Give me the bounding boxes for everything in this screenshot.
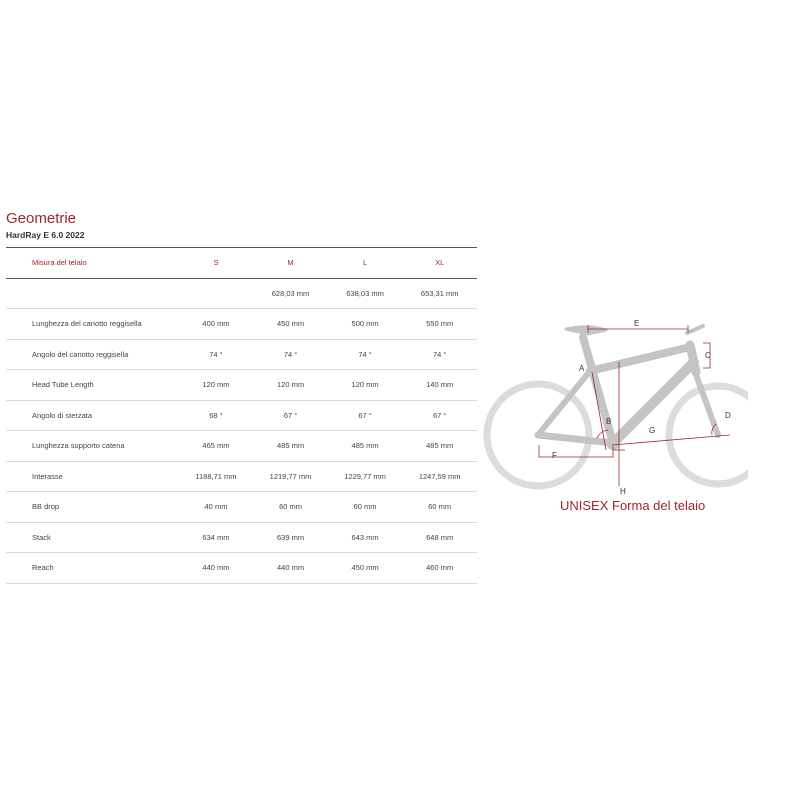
- cell: [179, 278, 254, 309]
- cell: 485 mm: [253, 431, 328, 462]
- label-a: A: [579, 364, 585, 373]
- table-row: [6, 309, 477, 340]
- geometry-table: [6, 247, 477, 584]
- cell: 140 mm: [402, 370, 477, 401]
- cell: 120 mm: [253, 370, 328, 401]
- cell: 643 mm: [328, 522, 403, 553]
- label-h: H: [620, 487, 626, 496]
- cell: 628,03 mm: [253, 278, 328, 309]
- table-row: [6, 522, 477, 553]
- row-label: Reach: [6, 553, 179, 584]
- row-label: Lunghezza del canotto reggisella: [6, 309, 179, 340]
- row-label: Angolo del canotto reggisella: [6, 339, 179, 370]
- cell: 1188,71 mm: [179, 461, 254, 492]
- header-size-m: M: [253, 248, 328, 279]
- cell: 74 °: [328, 339, 403, 370]
- header-size-s: S: [179, 248, 254, 279]
- cell: 60 mm: [328, 492, 403, 523]
- cell: 67 °: [328, 400, 403, 431]
- table-row: [6, 553, 477, 584]
- cell: 634 mm: [179, 522, 254, 553]
- cell: 74 °: [253, 339, 328, 370]
- label-g: G: [649, 426, 656, 435]
- cell: 500 mm: [328, 309, 403, 340]
- cell: 638,03 mm: [328, 278, 403, 309]
- table-row: [6, 400, 477, 431]
- table-row: [6, 370, 477, 401]
- cell: 67 °: [253, 400, 328, 431]
- cell: 485 mm: [402, 431, 477, 462]
- table-row: [6, 431, 477, 462]
- row-label: Head Tube Length: [6, 370, 179, 401]
- table-row: [6, 461, 477, 492]
- cell: 485 mm: [328, 431, 403, 462]
- label-f: F: [552, 451, 557, 460]
- row-label: Stack: [6, 522, 179, 553]
- cell: 1219,77 mm: [253, 461, 328, 492]
- cell: 60 mm: [253, 492, 328, 523]
- cell: 120 mm: [328, 370, 403, 401]
- table-row: [6, 278, 477, 309]
- cell: 450 mm: [253, 309, 328, 340]
- cell: 67 °: [402, 400, 477, 431]
- page-title: Geometrie: [6, 210, 77, 227]
- cell: 74 °: [402, 339, 477, 370]
- table-row: [6, 492, 477, 523]
- cell: 440 mm: [179, 553, 254, 584]
- cell: 1247,59 mm: [402, 461, 477, 492]
- row-label: Lunghezza supporto catena: [6, 431, 179, 462]
- label-b: B: [606, 417, 612, 426]
- header-size-xl: XL: [402, 248, 477, 279]
- row-label: Interasse: [6, 461, 179, 492]
- frame-caption: UNISEX Forma del telaio: [560, 498, 706, 513]
- geometry-lines: [539, 325, 730, 486]
- cell: 653,31 mm: [402, 278, 477, 309]
- cell: 120 mm: [179, 370, 254, 401]
- label-e: E: [634, 319, 640, 328]
- cell: 639 mm: [253, 522, 328, 553]
- cell: 60 mm: [402, 492, 477, 523]
- table-header-row: [6, 248, 477, 279]
- row-label: Angolo di sterzata: [6, 400, 179, 431]
- table-row: [6, 339, 477, 370]
- cell: 440 mm: [253, 553, 328, 584]
- cell: 465 mm: [179, 431, 254, 462]
- cell: 400 mm: [179, 309, 254, 340]
- model-subtitle: HardRay E 6.0 2022: [6, 230, 85, 240]
- cell: 68 °: [179, 400, 254, 431]
- header-frame-size: Misura del telaio: [6, 248, 179, 279]
- row-label: BB drop: [6, 492, 179, 523]
- header-size-l: L: [328, 248, 403, 279]
- cell: 648 mm: [402, 522, 477, 553]
- cell: 40 mm: [179, 492, 254, 523]
- cell: 450 mm: [328, 553, 403, 584]
- cell: 1229,77 mm: [328, 461, 403, 492]
- cell: 74 °: [179, 339, 254, 370]
- cell: 460 mm: [402, 553, 477, 584]
- label-d: D: [725, 411, 731, 420]
- row-label: [6, 278, 179, 309]
- label-c: C: [705, 351, 711, 360]
- cell: 550 mm: [402, 309, 477, 340]
- bike-frame-diagram: [478, 315, 748, 515]
